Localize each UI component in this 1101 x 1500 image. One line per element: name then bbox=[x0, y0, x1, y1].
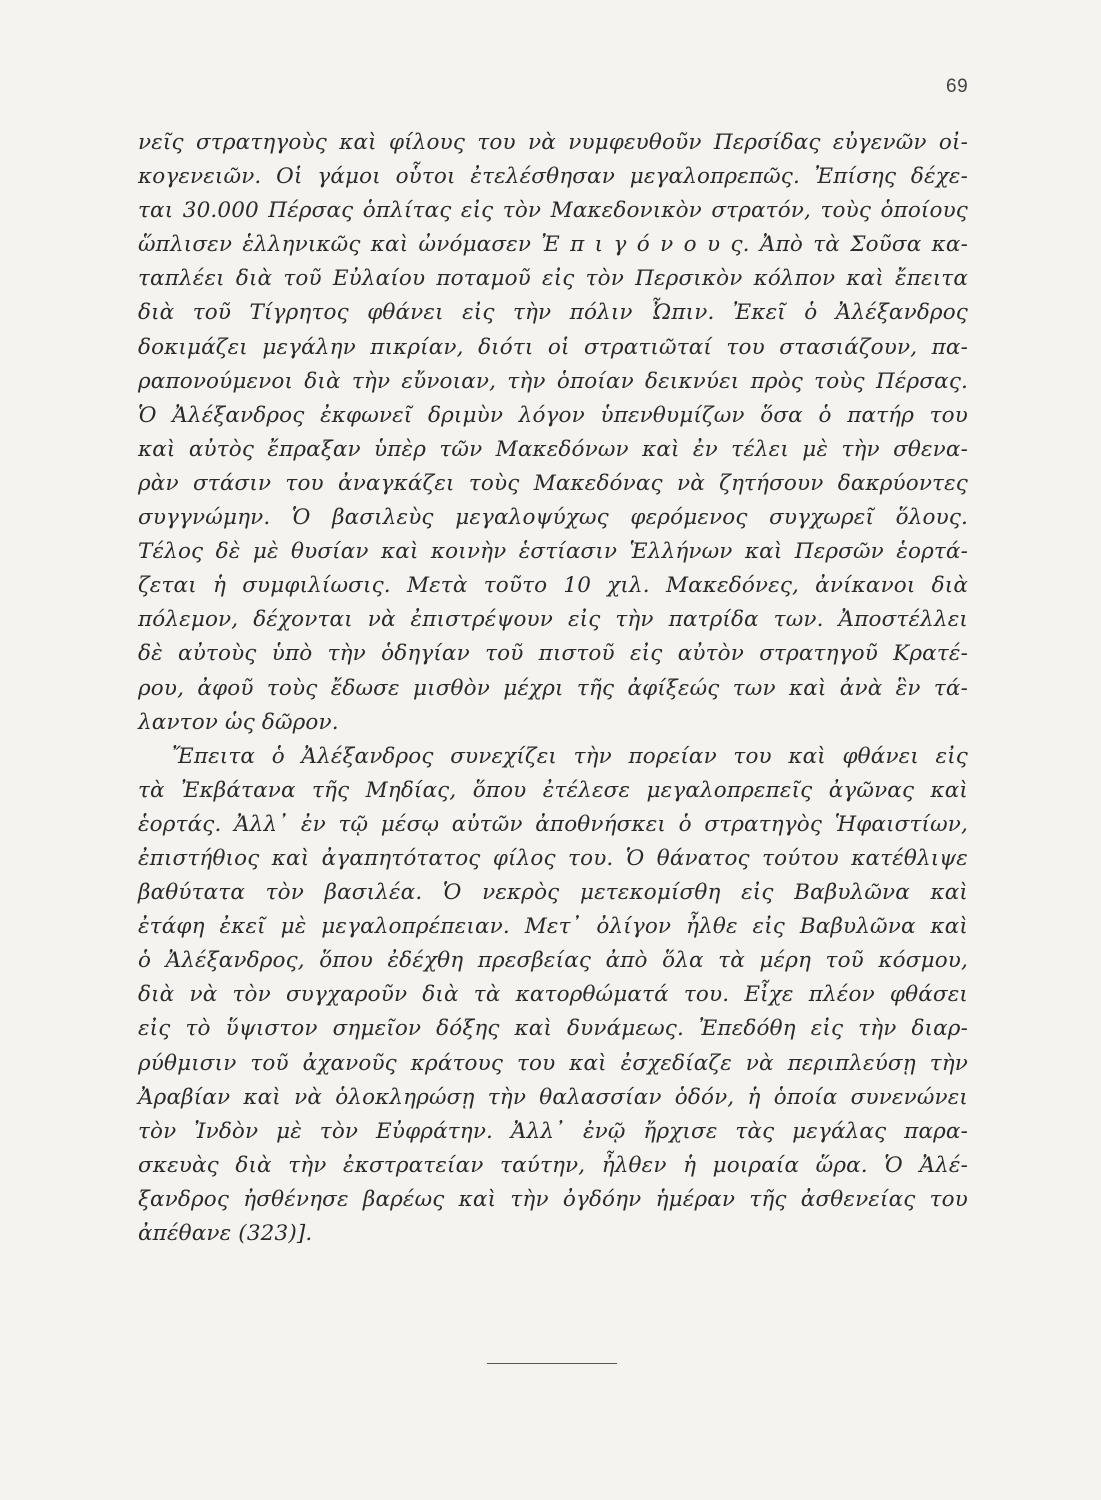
text-line: διὰ τοῦ Τίγρητος φθάνει εἰς τὴν πόλιν Ὦπιν. Ἐκεῖ ὁ Ἀλέξανδρος bbox=[138, 300, 968, 326]
text-line: ὥπλισεν ἑλληνικῶς καὶ ὠνόμασεν Ἐ π ι γ ό ν ο υ ς. Ἀπὸ τὰ Σοῦσα κα- bbox=[138, 232, 968, 258]
text-line: ὁ Ἀλέξανδρος, ὅπου ἐδέχθη πρεσβείας ἀπὸ ὅλα τὰ μέρη τοῦ κόσμου, bbox=[138, 948, 968, 974]
text-line: ται 30.000 Πέρσας ὁπλίτας εἰς τὸν Μακεδονικὸν στρατόν, τοὺς ὁποίους bbox=[138, 198, 968, 224]
text-line: καὶ αὐτὸς ἔπραξαν ὑπὲρ τῶν Μακεδόνων καὶ ἐν τέλει μὲ τὴν σθενα- bbox=[138, 436, 968, 462]
text-line: Ἀραβίαν καὶ νὰ ὁλοκληρώσῃ τὴν θαλασσίαν ὁδόν, ἡ ὁποία συνενώνει bbox=[138, 1084, 968, 1110]
text-line: ζεται ἡ συμφιλίωσις. Μετὰ τοῦτο 10 χιλ. Μακεδόνες, ἀνίκανοι διὰ bbox=[138, 573, 968, 599]
text-line: ρου, ἀφοῦ τοὺς ἔδωσε μισθὸν μέχρι τῆς ἀφίξεώς των καὶ ἀνὰ ἓν τά- bbox=[138, 675, 968, 701]
text-line: Ὁ Ἀλέξανδρος ἐκφωνεῖ δριμὺν λόγον ὑπενθυμίζων ὅσα ὁ πατήρ του bbox=[138, 402, 968, 428]
text-line: δὲ αὐτοὺς ὑπὸ τὴν ὁδηγίαν τοῦ πιστοῦ εἰς αὐτὸν στρατηγοῦ Κρατέ- bbox=[138, 641, 968, 667]
text-line: ραπονούμενοι διὰ τὴν εὔνοιαν, τὴν ὁποίαν δεικνύει πρὸς τοὺς Πέρσας. bbox=[138, 368, 968, 394]
text-line: ρὰν στάσιν του ἀναγκάζει τοὺς Μακεδόνας νὰ ζητήσουν δακρύοντες bbox=[138, 470, 968, 496]
text-line: βαθύτατα τὸν βασιλέα. Ὁ νεκρὸς μετεκομίσθη εἰς Βαβυλῶνα καὶ bbox=[138, 880, 968, 906]
text-line: ρύθμισιν τοῦ ἀχανοῦς κράτους του καὶ ἐσχεδίαζε νὰ περιπλεύσῃ τὴν bbox=[138, 1050, 968, 1076]
text-line: σκευὰς διὰ τὴν ἐκστρατείαν ταύτην, ἦλθεν ἡ μοιραία ὥρα. Ὁ Ἀλέ- bbox=[138, 1152, 968, 1178]
text-line: ἐτάφη ἐκεῖ μὲ μεγαλοπρέπειαν. Μετ᾽ ὀλίγον ἦλθε εἰς Βαβυλῶνα καὶ bbox=[138, 914, 968, 940]
text-line: ἀπέθανε (323)]. bbox=[138, 1221, 313, 1246]
text-line: ξανδρος ἠσθένησε βαρέως καὶ τὴν ὀγδόην ἡμέραν τῆς ἀσθενείας του bbox=[138, 1186, 968, 1212]
text-line: ταπλέει διὰ τοῦ Εὐλαίου ποταμοῦ εἰς τὸν Περσικὸν κόλπον καὶ ἔπειτα bbox=[138, 266, 968, 292]
text-line: τὸν Ἰνδὸν μὲ τὸν Εὐφράτην. Ἀλλ᾽ ἐνῷ ἤρχισε τὰς μεγάλας παρα- bbox=[138, 1118, 968, 1144]
text-line: εἰς τὸ ὕψιστον σημεῖον δόξης καὶ δυνάμεως. Ἐπεδόθη εἰς τὴν διαρ- bbox=[138, 1016, 968, 1042]
text-line: πόλεμον, δέχονται νὰ ἐπιστρέψουν εἰς τὴν πατρίδα των. Ἀποστέλλει bbox=[138, 607, 968, 633]
section-divider bbox=[487, 1363, 617, 1364]
text-line: συγγνώμην. Ὁ βασιλεὺς μεγαλοψύχως φερόμενος συγχωρεῖ ὅλους. bbox=[138, 505, 968, 531]
text-line: Ἔπειτα ὁ Ἀλέξανδρος συνεχίζει τὴν πορείαν του καὶ φθάνει εἰς bbox=[172, 743, 968, 769]
text-line: ἑορτάς. Ἀλλ᾽ ἐν τῷ μέσῳ αὐτῶν ἀποθνήσκει ὁ στρατηγὸς Ἡφαιστίων, bbox=[138, 811, 968, 837]
text-line: ἐπιστήθιος καὶ ἀγαπητότατος φίλος του. Ὁ θάνατος τούτου κατέθλιψε bbox=[138, 845, 968, 871]
text-line: τὰ Ἐκβάτανα τῆς Μηδίας, ὅπου ἐτέλεσε μεγαλοπρεπεῖς ἀγῶνας καὶ bbox=[138, 777, 968, 803]
body-text bbox=[138, 126, 968, 1251]
text-line: διὰ νὰ τὸν συγχαροῦν διὰ τὰ κατορθώματά του. Εἶχε πλέον φθάσει bbox=[138, 982, 968, 1008]
paragraph bbox=[138, 740, 968, 1251]
paragraph bbox=[138, 126, 968, 740]
page-number: 69 bbox=[946, 76, 969, 97]
text-line: νεῖς στρατηγοὺς καὶ φίλους του νὰ νυμφευθοῦν Περσίδας εὐγενῶν οἰ- bbox=[138, 130, 968, 155]
text-line: κογενειῶν. Οἱ γάμοι οὗτοι ἐτελέσθησαν μεγαλοπρεπῶς. Ἐπίσης δέχε- bbox=[138, 164, 968, 190]
text-line: λαντον ὡς δῶρον. bbox=[138, 709, 339, 735]
text-line: δοκιμάζει μεγάλην πικρίαν, διότι οἱ στρατιῶταί του στασιάζουν, πα- bbox=[138, 334, 968, 360]
text-line: Τέλος δὲ μὲ θυσίαν καὶ κοινὴν ἑστίασιν Ἑλλήνων καὶ Περσῶν ἑορτά- bbox=[138, 539, 968, 565]
